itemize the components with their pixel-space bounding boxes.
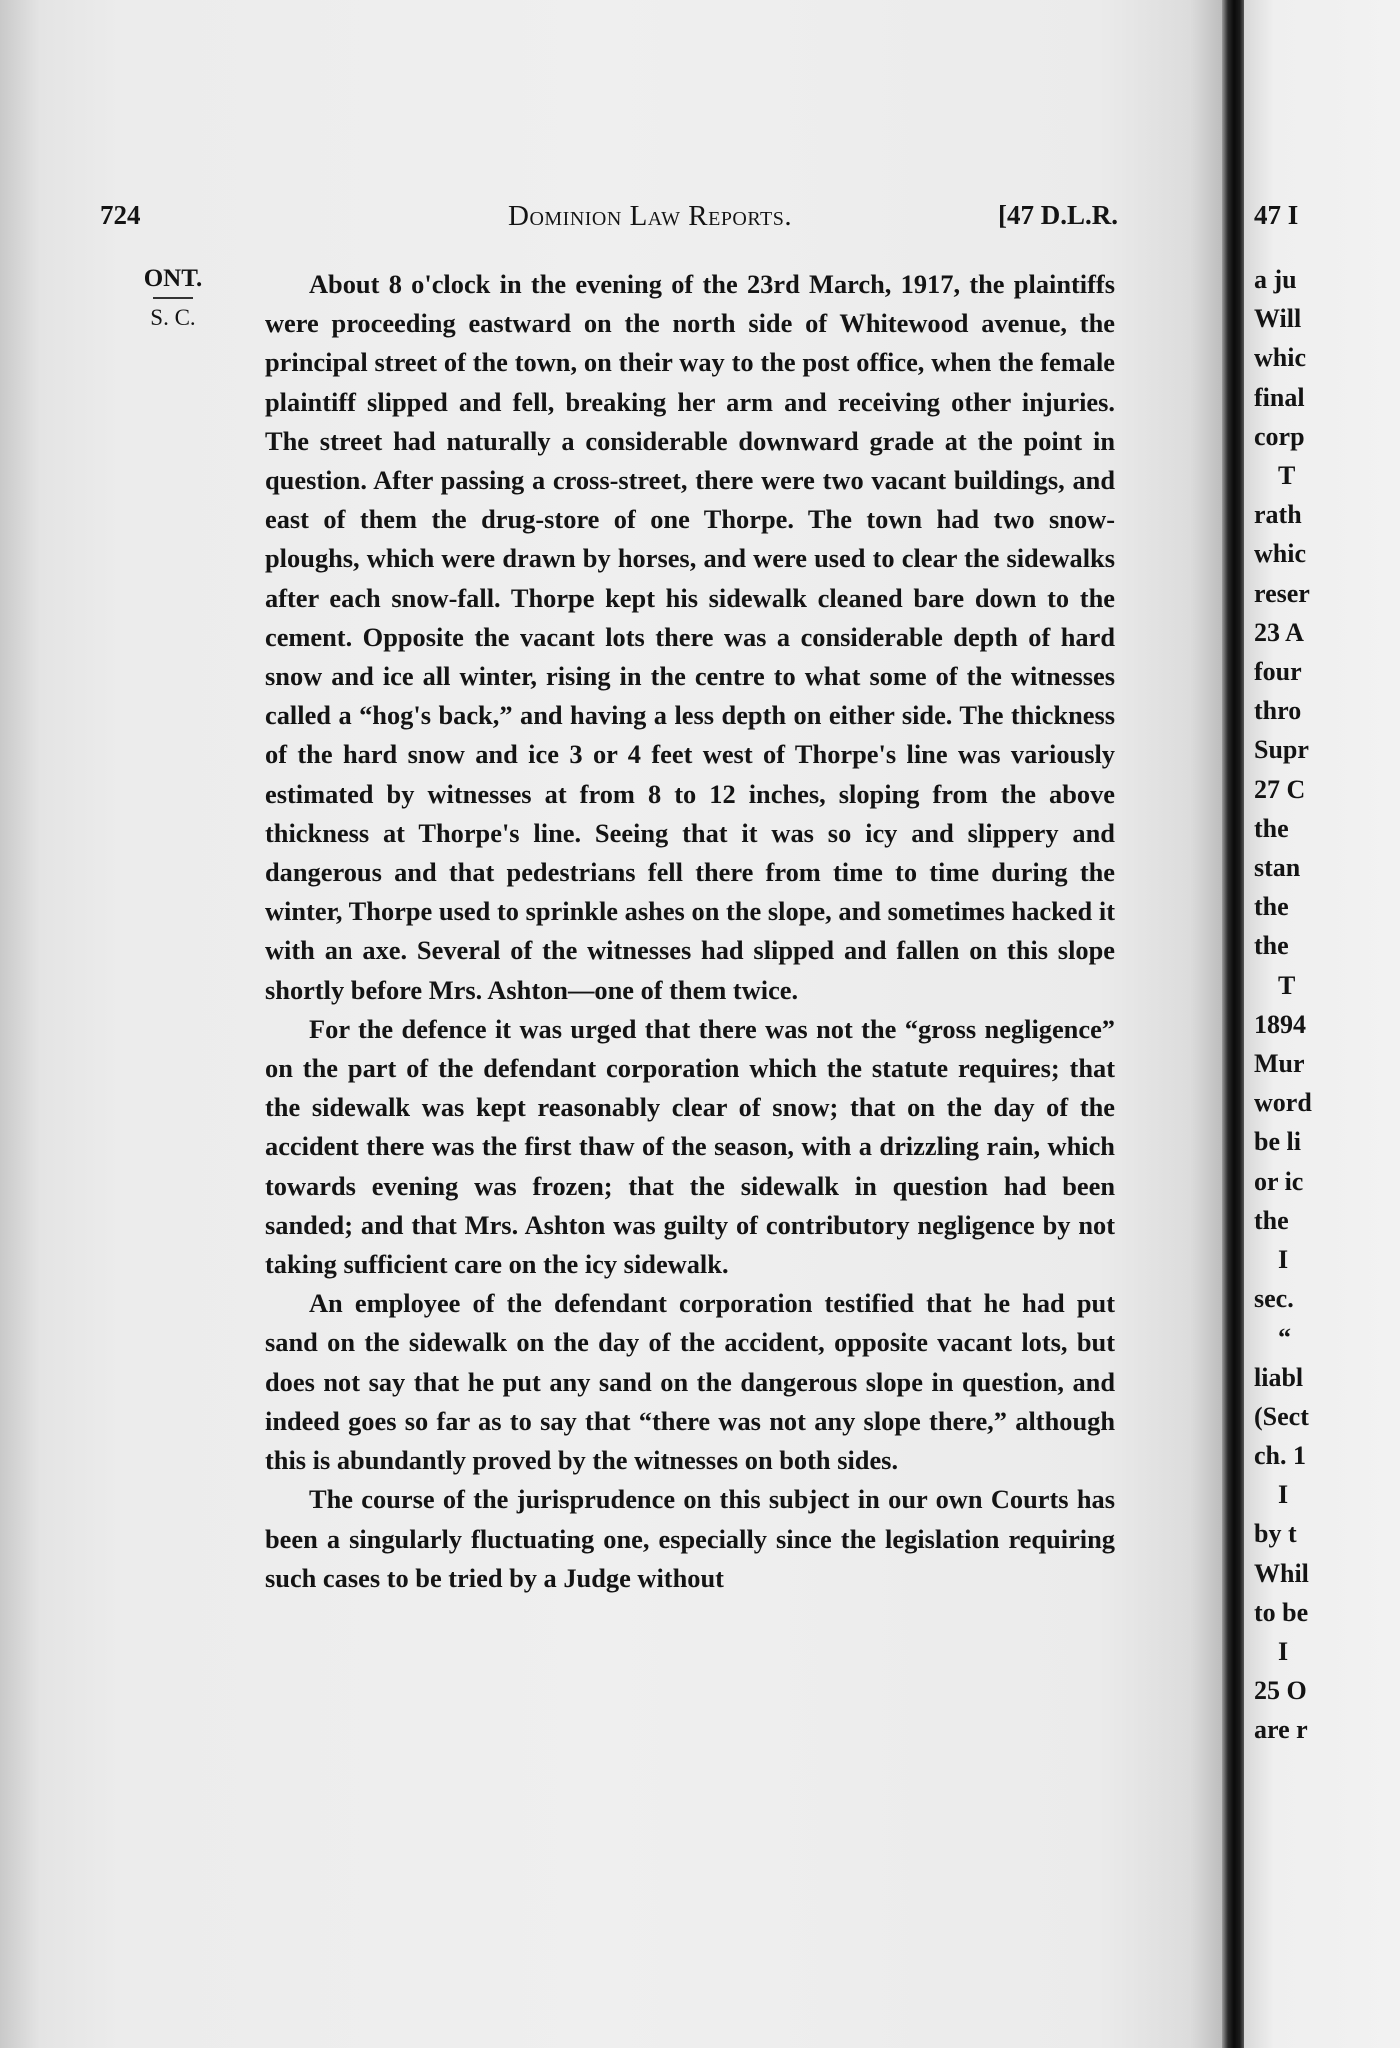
court-label: S. C. xyxy=(150,305,196,330)
right-page-line: 1894 xyxy=(1254,1009,1306,1039)
right-page-line: rath xyxy=(1254,500,1302,530)
right-page-line: Mur xyxy=(1254,1049,1305,1078)
margin-court-note xyxy=(138,265,208,331)
right-page-line: the xyxy=(1254,813,1289,843)
right-page-line: I xyxy=(1278,1480,1289,1510)
right-page-line: reser xyxy=(1254,578,1310,608)
right-page-line: the xyxy=(1254,931,1289,961)
right-page-line: the xyxy=(1254,1205,1289,1235)
right-page-line: a ju xyxy=(1254,265,1297,294)
right-page-line: whic xyxy=(1254,343,1306,373)
right-page-line: by t xyxy=(1254,1519,1297,1549)
right-page-line: whic xyxy=(1254,539,1306,569)
right-page-line: (Sect xyxy=(1254,1401,1309,1431)
right-page-line: word xyxy=(1254,1088,1312,1118)
right-page-line: I xyxy=(1278,1245,1289,1274)
right-page-line: T xyxy=(1278,461,1296,490)
right-page-line: stan xyxy=(1254,853,1301,882)
right-page-line: sec. xyxy=(1254,1284,1294,1314)
right-page-line: final xyxy=(1254,382,1305,412)
paragraph: About 8 o'clock in the evening of the 23rd March, 1917, the plaintiffs were proceeding eastward on the north side of Whitewood avenue, the principal street of the town, on their way to the post office, when the female plaintiff slipped and fell, breaking her arm and receiving other injuries. The street had naturally a considerable downward grade at the point in question. After passing a cross-street, there were two vacant buildings, and east of them the drug-store of one Thorpe. The town had two snow-ploughs, which were drawn by horses, and were used to clear the sidewalks after each snow-fall. Thorpe kept his sidewalk cleaned bare down to the cement. Opposite the vacant lots there was a considerable depth of hard snow and ice all winter, rising in the centre to what some of the witnesses called a “hog's back,” and having a less depth on either side. The thickness of the hard snow and ice 3 or 4 feet west of Thorpe's line was variously estimated by witnesses at from 8 to 12 inches, sloping from the above thickness at Thorpe's line. Seeing that it was so icy and slippery and dangerous and that pedestrians fell there from time to time during the winter, Thorpe used to sprinkle ashes on the slope, and sometimes hacked it with an axe. Several of the witnesses had slipped and fallen on this slope shortly before Mrs. Ashton—one of them twice. xyxy=(265,269,1115,1005)
right-page-line: 27 C xyxy=(1254,774,1306,804)
running-head xyxy=(100,200,1118,240)
right-page-line: to be xyxy=(1254,1597,1309,1627)
right-page-line: the xyxy=(1254,892,1289,922)
paragraph: For the defence it was urged that there was not the “gross negligence” on the part of the defendant corporation which the statute requires; that the sidewalk was kept reasonably clear of snow; that on the day of the accident there was the first thaw of the season, with a drizzling rain, which towards evening was frozen; that the sidewalk in question had been sanded; and that Mrs. Ashton was guilty of contributory negligence by not taking sufficient care on the icy sidewalk. xyxy=(265,1013,1115,1280)
journal-title: Dominion Law Reports. xyxy=(508,200,793,232)
right-page-line: Will xyxy=(1254,304,1302,334)
right-page-line: liabl xyxy=(1254,1362,1304,1392)
page-number: 724 xyxy=(100,200,141,230)
right-page-line: corp xyxy=(1254,421,1305,451)
jurisdiction-label: ONT. xyxy=(143,265,203,292)
right-page-line: be li xyxy=(1254,1127,1301,1157)
paragraph: An employee of the defendant corporation testified that he had put sand on the sidewalk on the day of the accident, opposite vacant lots, but does not say that he put any sand on the dangerous slope in question, and indeed goes so far as to say that “there was not any slope there,” although this is abundantly proved by the witnesses on both sides. xyxy=(265,1288,1115,1476)
right-running-head: 47 I xyxy=(1254,200,1299,230)
volume-reference: [47 D.L.R. xyxy=(998,200,1118,230)
book-gutter xyxy=(1222,0,1244,2048)
right-page-line: 23 A xyxy=(1254,617,1304,647)
right-page-line: are r xyxy=(1254,1715,1308,1745)
right-page-line: ch. 1 xyxy=(1254,1441,1306,1470)
right-page-line: or ic xyxy=(1254,1166,1304,1196)
body-text xyxy=(265,265,1115,1598)
margin-rule xyxy=(153,297,193,299)
paragraph: The course of the jurisprudence on this subject in our own Courts has been a singularly fluctuating one, especially since the legislation requiring such cases to be tried by a Judge without xyxy=(265,1484,1115,1593)
right-page-line: Supr xyxy=(1254,735,1309,765)
right-page-line: Whil xyxy=(1254,1558,1309,1588)
right-page-fragment xyxy=(1244,0,1400,2048)
right-page-line: “ xyxy=(1278,1323,1291,1353)
right-page-line: T xyxy=(1278,970,1296,1000)
right-page-line: four xyxy=(1254,657,1302,686)
right-page-line: I xyxy=(1278,1637,1289,1666)
right-page-line: thro xyxy=(1254,696,1302,726)
right-page-line: 25 O xyxy=(1254,1676,1307,1706)
